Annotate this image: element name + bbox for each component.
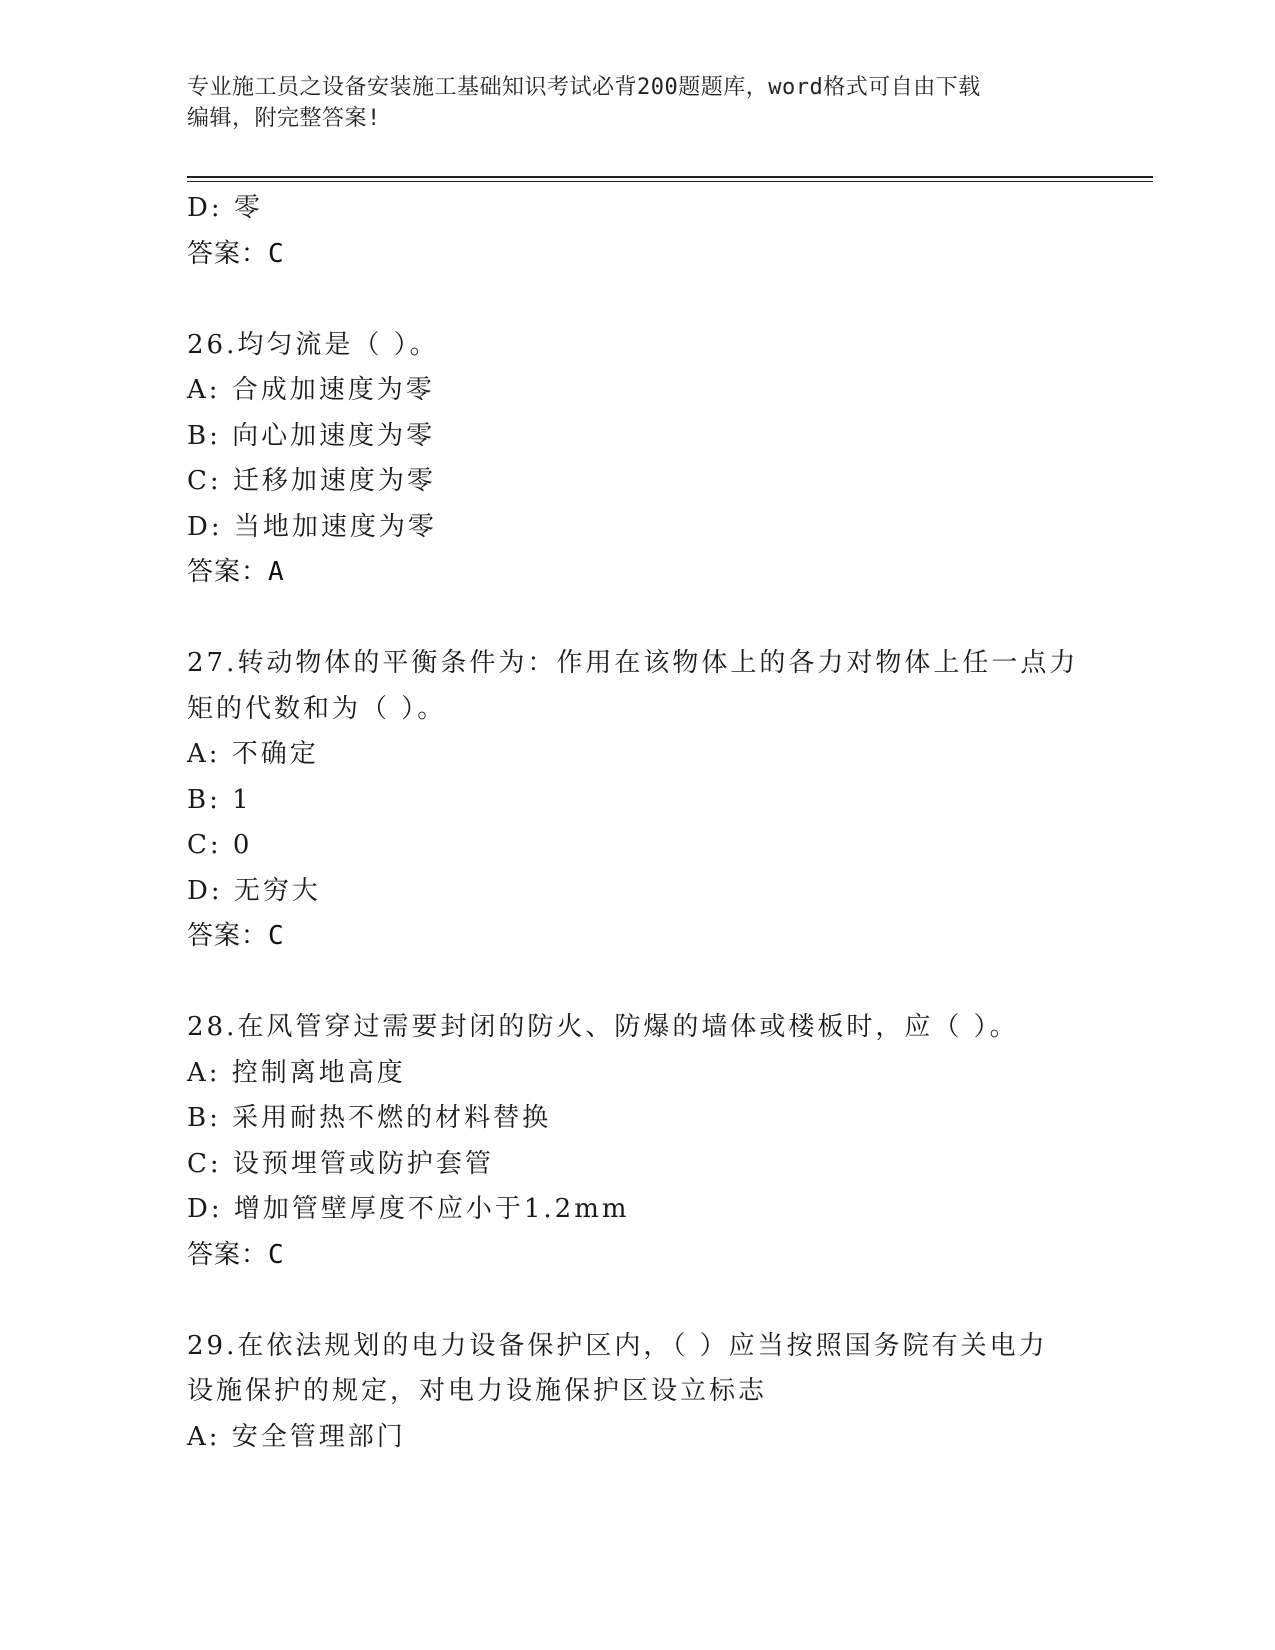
answer: 答案：A: [187, 557, 285, 587]
question-text: 28.在风管穿过需要封闭的防火、防爆的墙体或楼板时，应（ ）。: [187, 1012, 1019, 1042]
option-a: A: 合成加速度为零: [187, 375, 435, 405]
option-a: A: 安全管理部门: [187, 1421, 406, 1452]
spacer: [187, 277, 1087, 323]
spacer: [187, 960, 1087, 1006]
option-b: B: 1: [187, 784, 252, 815]
header-title-line2: 编辑，附完整答案!: [187, 106, 381, 131]
answer: 答案：C: [187, 921, 285, 951]
question-29: [187, 1324, 1087, 1461]
option-c: C: 迁移加速度为零: [187, 466, 436, 496]
question-25-tail: [187, 186, 1087, 277]
question-28: [187, 1005, 1087, 1278]
question-text-line1: 29.在依法规划的电力设备保护区内，（ ）应当按照国务院有关电力: [187, 1330, 1048, 1361]
option-d: D: 当地加速度为零: [187, 511, 437, 542]
option-d: D: 零: [187, 193, 263, 223]
question-text-line1: 27.转动物体的平衡条件为：作用在该物体上的各力对物体上任一点力: [187, 648, 1079, 678]
spacer: [187, 596, 1087, 642]
option-c: C: 0: [187, 830, 253, 860]
option-d: D: 无穷大: [187, 875, 321, 906]
answer: 答案：C: [187, 238, 285, 269]
question-27: [187, 641, 1087, 960]
page-header: [187, 72, 1087, 134]
option-d: D: 增加管壁厚度不应小于1.2mm: [187, 1194, 630, 1224]
option-b: B: 采用耐热不燃的材料替换: [187, 1103, 552, 1133]
document-body: [187, 186, 1087, 1460]
question-text: 26.均匀流是（ ）。: [187, 329, 439, 360]
question-text-line2: 矩的代数和为（ ）。: [187, 693, 447, 724]
option-a: A: 控制离地高度: [187, 1057, 406, 1088]
question-text-line2: 设施保护的规定，对电力设施保护区设立标志: [187, 1376, 768, 1406]
spacer: [187, 1278, 1087, 1324]
header-title-line1: 专业施工员之设备安装施工基础知识考试必背200题题库，word格式可自由下载: [187, 75, 981, 100]
question-26: [187, 323, 1087, 596]
answer: 答案：C: [187, 1239, 285, 1270]
option-b: B: 向心加速度为零: [187, 420, 436, 451]
header-divider: [187, 176, 1153, 182]
option-a: A: 不确定: [187, 739, 319, 769]
option-c: C: 设预埋管或防护套管: [187, 1148, 494, 1179]
